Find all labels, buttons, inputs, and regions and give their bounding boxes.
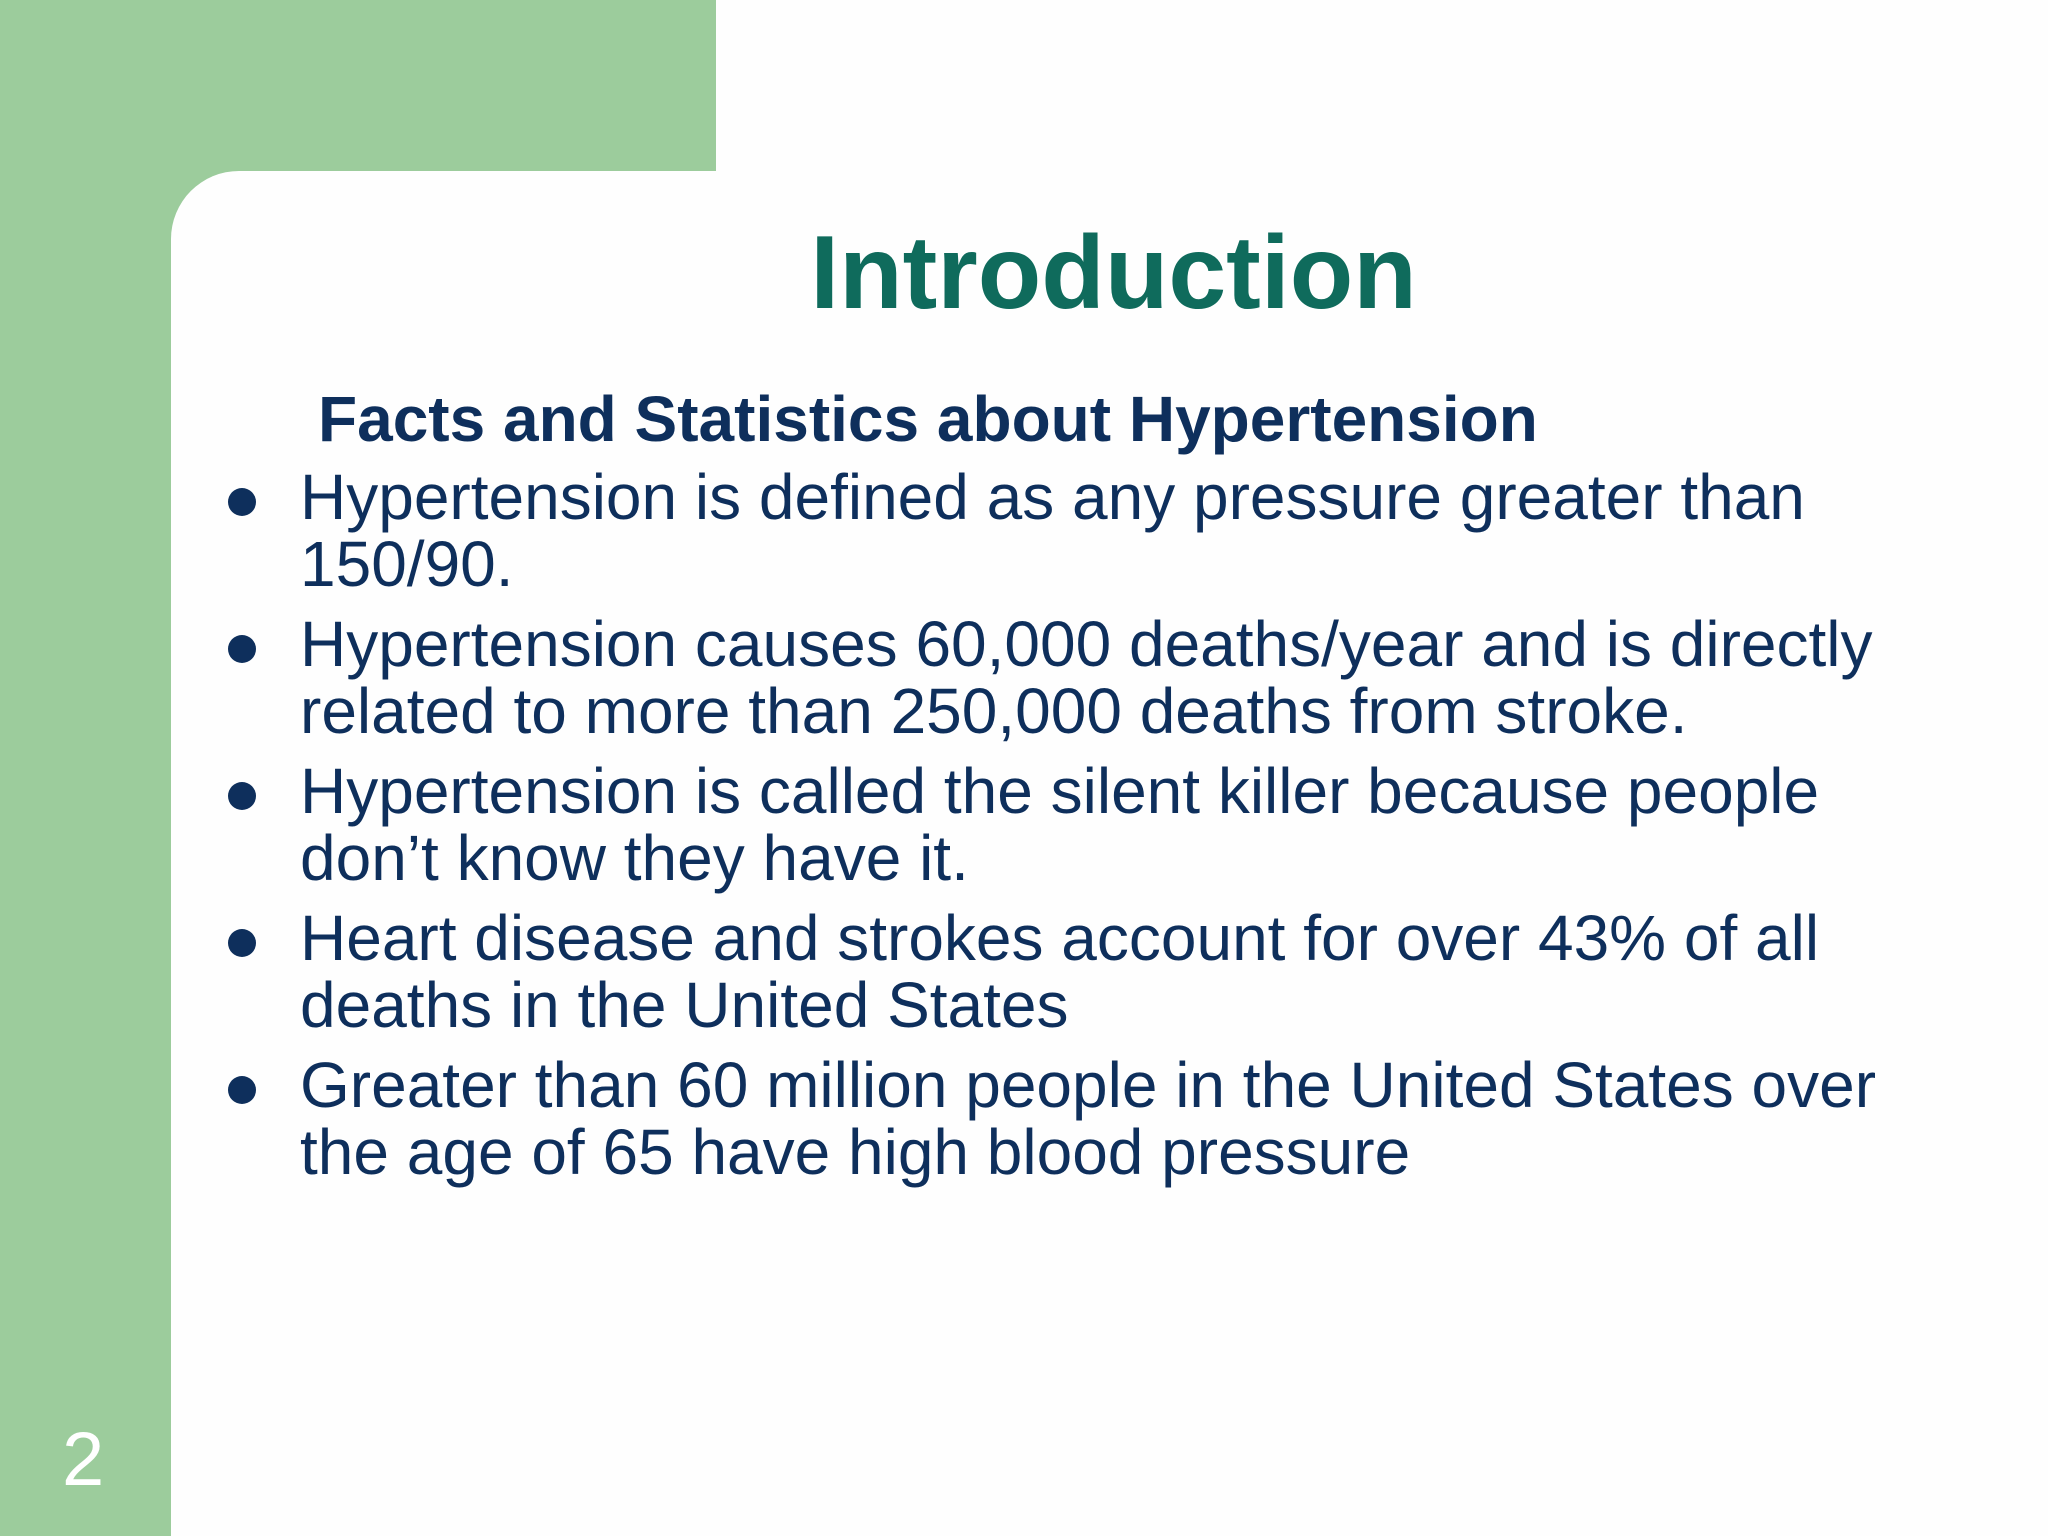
bullet-list (226, 461, 1946, 1199)
slide-title: Introduction (810, 215, 1417, 331)
bullet-item (226, 608, 1946, 747)
bullet-text: Hypertension is defined as any pressure greater than 150/90. (300, 461, 1805, 600)
bullet-item (226, 755, 1946, 894)
bullet-dot-icon (228, 1076, 256, 1104)
bullet-text: Greater than 60 million people in the United States over the age of 65 have high blood pressure (300, 1049, 1877, 1188)
bullet-dot-icon (228, 488, 256, 516)
top-right-background (716, 0, 2048, 180)
bullet-text: Heart disease and strokes account for over 43% of all deaths in the United States (300, 902, 1820, 1041)
bullet-text: Hypertension is called the silent killer because people don’t know they have it. (300, 755, 1820, 894)
bullet-dot-icon (228, 635, 256, 663)
bullet-item (226, 1049, 1946, 1188)
slide-number: 2 (62, 1417, 105, 1502)
bullet-dot-icon (228, 929, 256, 957)
bullet-item (226, 461, 1946, 600)
bullet-dot-icon (228, 782, 256, 810)
bullet-item (226, 902, 1946, 1041)
bullet-text: Hypertension causes 60,000 deaths/year and is directly related to more than 250,000 deaths from stroke. (300, 608, 1873, 747)
slide-subtitle: Facts and Statistics about Hypertension (318, 383, 1538, 455)
